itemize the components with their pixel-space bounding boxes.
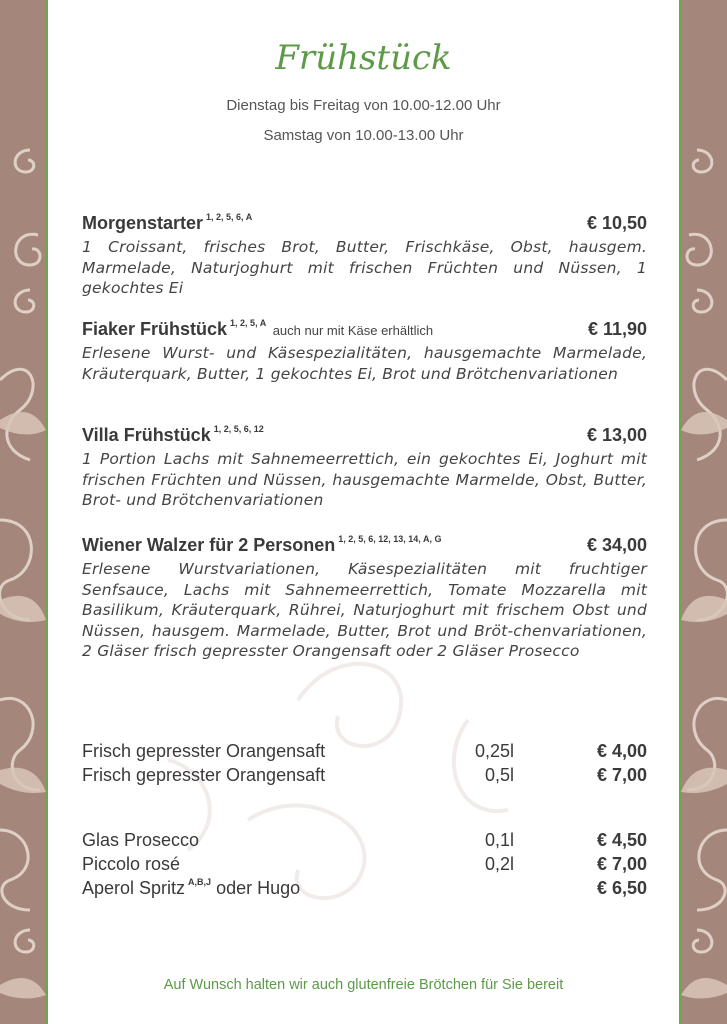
drink-price: € 4,00 (596, 741, 647, 761)
left-ornamental-border (0, 0, 46, 1024)
menu-item (82, 535, 647, 662)
menu-item-name: Morgenstarter (82, 213, 204, 233)
menu-item-price: € 34,00 (586, 535, 647, 555)
menu-item-header (82, 213, 647, 237)
drink-name: Piccolo rosé (82, 854, 181, 874)
allergen-codes: A,B,J (188, 877, 212, 887)
drink-name: Glas Prosecco (82, 830, 200, 850)
drink-volume: 0,1l (484, 830, 514, 850)
menu-item-description: Erlesene Wurst- und Käsespezialitäten, hausgemachte Marmelade, Kräuterquark, Butter, 1 gekochtes Ei, Brot und Brötchenvariationen (82, 344, 647, 383)
menu-item-name: Fiaker Frühstück (82, 319, 228, 339)
drink-name: Frisch gepresster Orangensaft (82, 765, 326, 785)
menu-item-header (82, 535, 647, 559)
menu-item-description: Erlesene Wurstvariationen, Käsespezialitäten mit fruchtiger Senfsauce, Lachs mit Sahnemeerrettich, Tomate Mozzarella mit Basilikum, Kräuterquark, Rührei, Naturjoghurt mit frischem Obst und Nüssen, hausgem. Marmelade, Butter, Brot und Bröt-chenvariationen, 2 Gläser frisch gepresster Orangensaft oder 2 Gläser Prosecco (82, 560, 647, 660)
gluten-free-note: Auf Wunsch halten wir auch glutenfreie Brötchen für Sie bereit (163, 977, 564, 993)
menu-title: Frühstück (275, 38, 452, 78)
drink-volume: 0,5l (484, 765, 514, 785)
menu-item-price: € 13,00 (586, 425, 647, 445)
drink-price: € 4,50 (596, 830, 647, 850)
menu-item-description: 1 Croissant, frisches Brot, Butter, Frischkäse, Obst, hausgem. Marmelade, Naturjoghurt mit frischen Früchten und Nüssen, 1 gekochtes Ei (82, 238, 647, 297)
allergen-codes: 1, 2, 5, 6, A (206, 212, 253, 222)
allergen-codes: 1, 2, 5, 6, 12 (213, 424, 264, 434)
drink-volume: 0,2l (484, 854, 514, 874)
drink-volume: 0,25l (474, 741, 514, 761)
opening-hours-weekday: Dienstag bis Freitag von 10.00-12.00 Uhr (226, 97, 501, 114)
menu-item (82, 213, 647, 299)
menu-panel (46, 0, 681, 1024)
drink-row (82, 765, 647, 789)
menu-item (82, 319, 647, 384)
menu-item-name: Villa Frühstück (82, 425, 211, 445)
menu-item-note: auch nur mit Käse erhältlich (272, 323, 434, 338)
menu-item (82, 425, 647, 511)
allergen-codes: 1, 2, 5, 6, 12, 13, 14, A, G (338, 534, 442, 544)
menu-item-price: € 11,90 (587, 319, 647, 339)
allergen-codes: 1, 2, 5, A (230, 318, 267, 328)
menu-item-price: € 10,50 (586, 213, 647, 233)
menu-item-header (82, 425, 647, 449)
drink-row (82, 741, 647, 765)
left-ornament-swirls (0, 0, 46, 1024)
drink-name-suffix: oder Hugo (216, 878, 301, 898)
drink-name: Aperol Spritz (82, 878, 186, 898)
menu-item-description: 1 Portion Lachs mit Sahnemeerrettich, ein gekochtes Ei, Joghurt mit frischen Früchten und Nüssen, hausgemachte Marmelde, Obst, Butter, Brot- und Brötchenvariationen (82, 450, 647, 509)
drink-price: € 6,50 (596, 878, 647, 898)
drink-price: € 7,00 (596, 765, 647, 785)
menu-item-name: Wiener Walzer für 2 Personen (82, 535, 336, 555)
drink-row (82, 830, 647, 854)
drink-row (82, 878, 647, 902)
menu-item-header (82, 319, 647, 343)
drink-name-group (82, 878, 300, 899)
right-ornament-swirls (681, 0, 727, 1024)
right-ornamental-border (681, 0, 727, 1024)
drink-price: € 7,00 (596, 854, 647, 874)
opening-hours-saturday: Samstag von 10.00-13.00 Uhr (263, 127, 464, 144)
drink-name: Frisch gepresster Orangensaft (82, 741, 326, 761)
drink-row (82, 854, 647, 878)
